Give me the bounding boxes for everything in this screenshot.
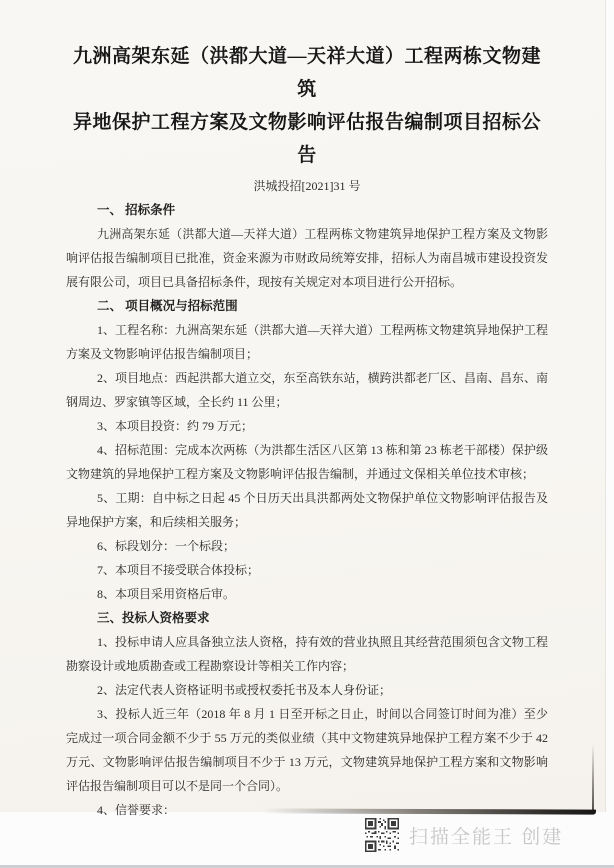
paragraph: 6、标段划分：一个标段； <box>97 539 236 553</box>
paragraph: 5、工期：自中标之日起 45 个日历天出具洪都两处文物保护单位文物影响评估报告及异地保护方案，和后续相关服务； <box>66 491 548 529</box>
section-bidder-qualifications <box>66 606 548 822</box>
qr-code-icon <box>364 818 400 852</box>
paragraph: 1、工程名称：九洲高架东延（洪都大道—天祥大道）工程两栋文物建筑异地保护工程方案及文物影响评估报告编制项目； <box>66 323 548 361</box>
paragraph: 1、投标申请人应具备独立法人资格，持有效的营业执照且其经营范围须包含文物工程勘察设计或地质勘查或工程勘察设计等相关工作内容； <box>66 635 548 673</box>
paragraph: 九洲高架东延（洪都大道—天祥大道）工程两栋文物建筑异地保护工程方案及文物影响评估报告编制项目已批准，资金来源为市财政局统筹安排，招标人为南昌城市建设投资发展有限公司，项目已具备招标条件，现按有关规定对本项目进行公开招标。 <box>66 227 548 289</box>
watermark-label: 扫描全能王 创建 <box>409 826 564 848</box>
scanner-watermark <box>364 816 563 854</box>
paragraph: 2、项目地点：西起洪都大道立交，东至高铁东站，横跨洪都老厂区、昌南、昌东、南钢周边、罗家镇等区域，全长约 11 公里； <box>66 371 548 409</box>
document-number: 洪城投招[2021]31 号 <box>253 179 361 193</box>
section-project-overview <box>66 294 548 606</box>
section-heading: 二、 项目概况与招标范围 <box>97 299 238 313</box>
paragraph: 4、招标范围：完成本次两栋（为洪都生活区八区第 13 栋和第 23 栋老干部楼）保护级文物建筑的异地保护工程方案及文物影响评估报告编制，并通过文保相关单位技术审核； <box>66 443 548 481</box>
document-title <box>66 40 548 172</box>
paragraph: 2、法定代表人资格证明书或授权委托书及本人身份证； <box>97 683 392 697</box>
paragraph: 3、投标人近三年（2018 年 8 月 1 日至开标之日止，时间以合同签订时间为准）至少完成过一项合同金额不少于 55 万元的类似业绩（其中文物建筑异地保护工程方案不少于 42 万元、文物影响评估报告编制项目不少于 13 万元，文物建筑异地保护工程方案和文物影响评估报告编制项目可以不是同一个合同）。 <box>66 707 548 793</box>
paragraph: 7、本项目不接受联合体投标； <box>97 563 260 577</box>
section-bidding-conditions <box>66 198 548 294</box>
page-right-edge-shadow <box>592 744 594 810</box>
section-heading: 一、 招标条件 <box>97 203 176 217</box>
paragraph: 4、信誉要求： <box>97 803 176 817</box>
paragraph: 3、本项目投资：约 79 万元； <box>97 419 254 433</box>
document-body <box>66 198 548 822</box>
document-title-line2: 异地保护工程方案及文物影响评估报告编制项目招标公告 <box>72 112 541 166</box>
paragraph: 8、本项目采用资格后审。 <box>97 587 236 601</box>
document-content <box>66 40 548 822</box>
section-heading: 三、投标人资格要求 <box>97 611 210 625</box>
document-title-line1: 九洲高架东延（洪都大道—天祥大道）工程两栋文物建筑 <box>72 46 541 100</box>
